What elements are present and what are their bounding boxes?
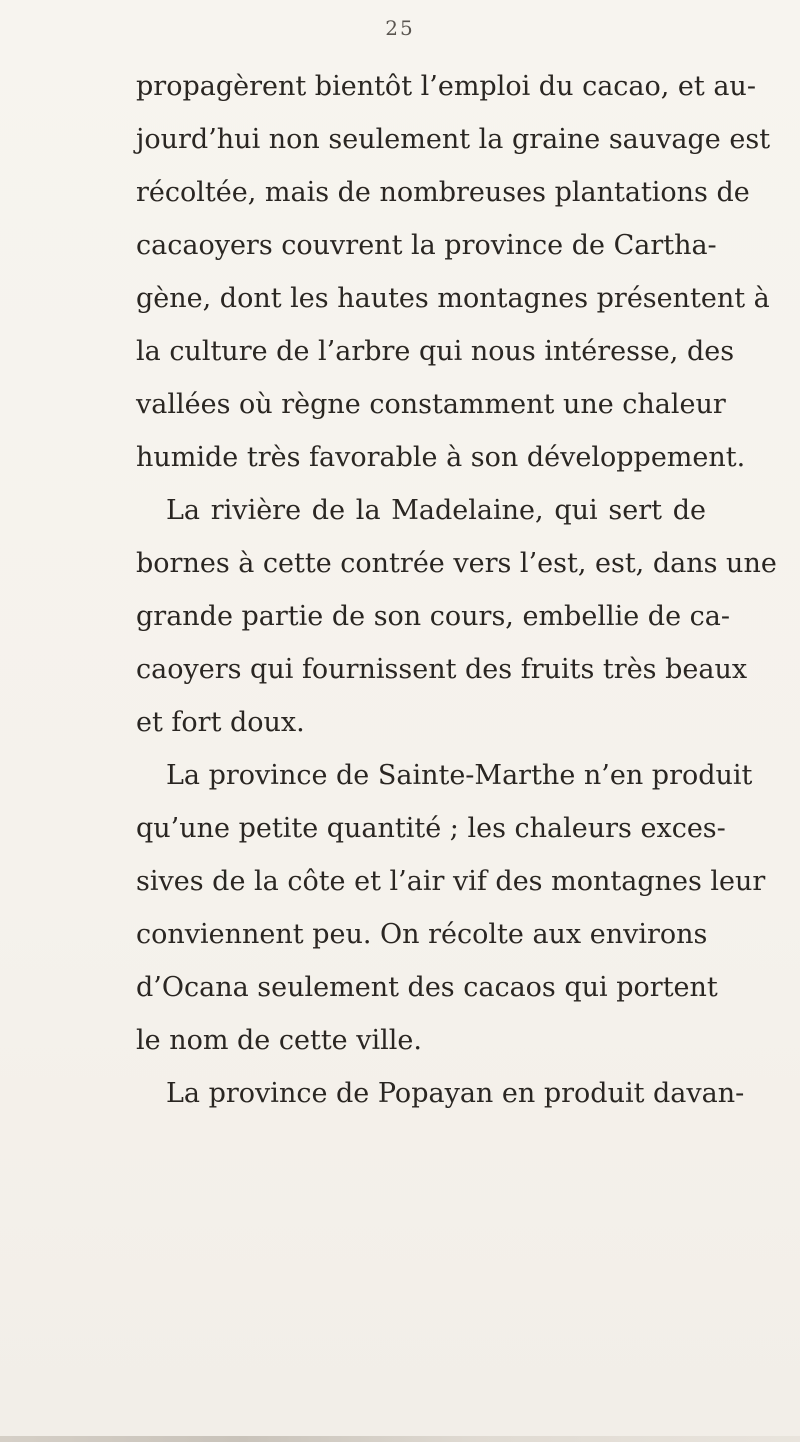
text-line: le nom de cette ville.	[136, 1025, 422, 1056]
text-line: qu’une petite quantité ; les chaleurs exces-	[136, 813, 726, 844]
text-line: La rivière de la Madelaine, qui sert de	[166, 495, 706, 526]
page-number: 25	[385, 16, 415, 40]
text-line: vallées où règne constamment une chaleur	[136, 389, 726, 420]
text-line: récoltée, mais de nombreuses plantations de	[136, 177, 750, 208]
text-line: gène, dont les hautes montagnes présentent à	[136, 283, 770, 314]
body-text	[136, 60, 777, 1120]
text-line: la culture de l’arbre qui nous intéresse, des	[136, 336, 735, 367]
text-line: caoyers qui fournissent des fruits très beaux	[136, 654, 748, 685]
text-line: La province de Sainte-Marthe n’en produit	[166, 760, 753, 791]
text-line: propagèrent bientôt l’emploi du cacao, et au-	[136, 71, 756, 102]
text-line: cacaoyers couvrent la province de Cartha-	[136, 230, 717, 261]
page-bottom-edge	[0, 1436, 800, 1442]
text-line: sives de la côte et l’air vif des montagnes leur	[136, 866, 766, 897]
text-line: jourd’hui non seulement la graine sauvage est	[136, 124, 771, 155]
text-line: humide très favorable à son développement.	[136, 442, 746, 473]
text-line: d’Ocana seulement des cacaos qui portent	[136, 972, 718, 1003]
text-line: grande partie de son cours, embellie de ca-	[136, 601, 730, 632]
text-line: bornes à cette contrée vers l’est, est, dans une	[136, 548, 777, 579]
text-line: La province de Popayan en produit davan-	[166, 1078, 745, 1109]
text-line: conviennent peu. On récolte aux environs	[136, 919, 708, 950]
text-line: et fort doux.	[136, 707, 305, 738]
